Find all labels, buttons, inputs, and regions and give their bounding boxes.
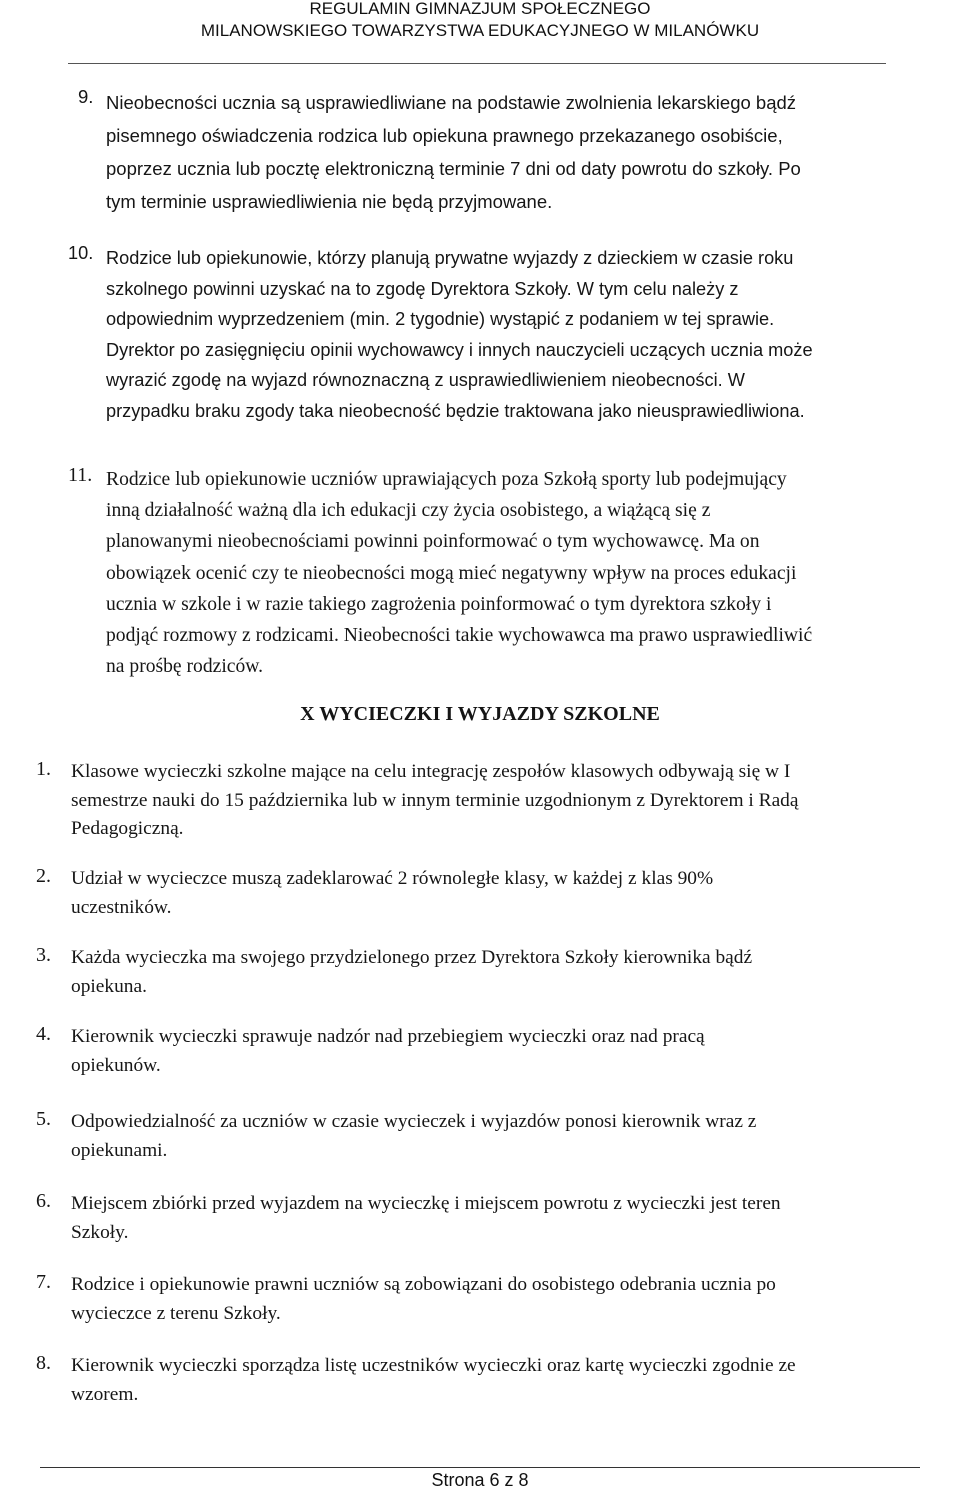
- list-item-text: Odpowiedzialność za uczniów w czasie wycieczek i wyjazdów ponosi kierownik wraz z opiekunami.: [71, 1111, 757, 1161]
- list-item-text: Kierownik wycieczki sporządza listę uczestników wycieczki oraz kartę wycieczki zgodnie ze wzorem.: [71, 1355, 796, 1405]
- paragraph-number: 10.: [68, 243, 94, 263]
- footer-divider: [40, 1467, 920, 1468]
- list-item-number: 6.: [36, 1190, 51, 1212]
- header-title-line2: MILANOWSKIEGO TOWARZYSTWA EDUKACYJNEGO W MILANÓWKU: [200, 21, 760, 40]
- list-item-text: Każda wycieczka ma swojego przydzielonego przez Dyrektora Szkoły kierownika bądź opiekuna.: [71, 947, 753, 997]
- page-number: Strona 6 z 8: [431, 1470, 529, 1490]
- paragraph-number: 11.: [68, 464, 93, 486]
- list-item-text: Kierownik wycieczki sprawuje nadzór nad przebiegiem wycieczki oraz nad pracą opiekunów.: [71, 1026, 705, 1076]
- list-item-text: Rodzice i opiekunowie prawni uczniów są zobowiązani do osobistego odebrania ucznia po wycieczce z terenu Szkoły.: [71, 1274, 776, 1324]
- list-item-number: 4.: [36, 1023, 51, 1045]
- list-item-number: 7.: [36, 1271, 51, 1293]
- section-heading: X WYCIECZKI I WYJAZDY SZKOLNE: [300, 703, 660, 725]
- header-divider: [68, 63, 886, 64]
- paragraph-text: Rodzice lub opiekunowie uczniów uprawiających poza Szkołą sporty lub podejmujący inną działalność ważną dla ich edukacji czy życia osobistego, a wiążącą się z planowanymi nieobecnościami powinni poinformować o tym wychowawcę. Ma on obowiązek ocenić czy te nieobecności mogą mieć negatywny wpływ na proces edukacji ucznia w szkole i w razie takiego zagrożenia poinformować o tym dyrektora szkoły i podjąć rozmowy z rodzicami. Nieobecności takie wychowawca ma prawo usprawiedliwić na prośbę rodziców.: [106, 469, 813, 678]
- paragraph-text: Nieobecności ucznia są usprawiedliwiane na podstawie zwolnienia lekarskiego bądź pisemnego oświadczenia rodzica lub opiekuna prawnego przekazanego osobiście, poprzez ucznia lub pocztę elektroniczną terminie 7 dni od daty powrotu do szkoły. Po tym terminie usprawiedliwienia nie będą przyjmowane.: [106, 92, 801, 212]
- header-title-line1: REGULAMIN GIMNAZJUM SPOŁECZNEGO: [309, 0, 651, 18]
- list-item-text: Udział w wycieczce muszą zadeklarować 2 równoległe klasy, w każdej z klas 90% uczestników.: [71, 868, 714, 918]
- paragraph-text: Rodzice lub opiekunowie, którzy planują prywatne wyjazdy z dzieckiem w czasie roku szkolnego powinni uzyskać na to zgodę Dyrektora Szkoły. W tym celu należy z odpowiednim wyprzedzeniem (min. 2 tygodnie) wystąpić z podaniem w tej sprawie. Dyrektor po zasięgnięciu opinii wychowawcy i innych nauczycieli uczących ucznia może wyrazić zgodę na wyjazd równoznaczną z usprawiedliwieniem nieobecności. W przypadku braku zgody taka nieobecność będzie traktowana jako nieusprawiedliwiona.: [106, 248, 813, 421]
- list-item-number: 8.: [36, 1352, 51, 1374]
- paragraph-number: 9.: [78, 86, 94, 107]
- list-item-number: 1.: [36, 758, 51, 780]
- list-item-number: 3.: [36, 944, 51, 966]
- list-item-number: 5.: [36, 1108, 51, 1130]
- list-item-text: Klasowe wycieczki szkolne mające na celu integrację zespołów klasowych odbywają się w I semestrze nauki do 15 października lub w innym terminie uzgodnionym z Dyrektorem i Radą Pedagogiczną.: [71, 761, 799, 840]
- list-item-number: 2.: [36, 865, 51, 887]
- list-item-text: Miejscem zbiórki przed wyjazdem na wycieczkę i miejscem powrotu z wycieczki jest teren Szkoły.: [71, 1193, 781, 1243]
